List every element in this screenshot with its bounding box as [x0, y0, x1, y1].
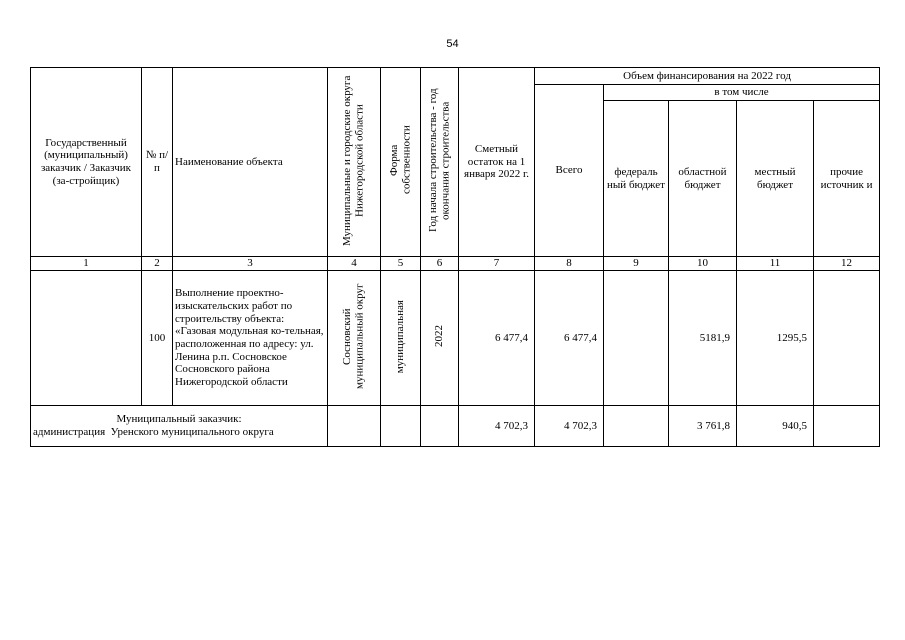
column-index: 2 [142, 257, 173, 271]
header-num: № п/п [142, 68, 173, 257]
header-years [421, 68, 459, 257]
header-municipality [328, 68, 381, 257]
summary-estimate: 4 702,3 [459, 406, 535, 447]
row-municipality [328, 271, 381, 406]
column-index: 6 [421, 257, 459, 271]
table-row [31, 271, 880, 406]
header-financing: Объем финансирования на 2022 год [535, 68, 880, 85]
summary-row [31, 406, 880, 447]
summary-line-2: администрация Уренского муниципального округа [33, 426, 274, 438]
header-federal: федераль ный бюджет [604, 101, 669, 257]
column-index: 9 [604, 257, 669, 271]
summary-federal [604, 406, 669, 447]
page-number: 54 [446, 38, 459, 50]
summary-other [814, 406, 880, 447]
column-index: 4 [328, 257, 381, 271]
row-municipality-text: Сосновский муниципальный округ [341, 283, 366, 389]
row-local: 1295,5 [737, 271, 814, 406]
column-index: 10 [669, 257, 737, 271]
row-other [814, 271, 880, 406]
column-index: 12 [814, 257, 880, 271]
column-index-row [31, 257, 880, 271]
column-index: 8 [535, 257, 604, 271]
row-object-name: Выполнение проектно-изыскательских работ по строительству объекта: «Газовая модульная ко-тельная, расположенная по адресу: ул. Ленина р.п. Сосновское Сосновского района Нижегородской области [173, 271, 328, 406]
row-ownership-text: муниципальная [394, 299, 407, 373]
row-total: 6 477,4 [535, 271, 604, 406]
header-estimate: Сметный остаток на 1 января 2022 г. [459, 68, 535, 257]
column-index: 7 [459, 257, 535, 271]
header-ownership-text: Форма собственности [387, 125, 413, 195]
header-local: местный бюджет [737, 101, 814, 257]
column-index: 1 [31, 257, 142, 271]
column-index: 5 [381, 257, 421, 271]
row-ownership [381, 271, 421, 406]
row-estimate: 6 477,4 [459, 271, 535, 406]
header-municipality-text: Муниципальные и городские округа Нижегородской области [341, 75, 366, 246]
row-num: 100 [142, 271, 173, 406]
header-other: прочие источник и [814, 101, 880, 257]
column-index: 3 [173, 257, 328, 271]
summary-local: 940,5 [737, 406, 814, 447]
summary-year [421, 406, 459, 447]
header-customer: Государственный (муниципальный) заказчик / Заказчик (за-стройщик) [31, 68, 142, 257]
header-object-name: Наименование объекта [173, 68, 328, 257]
row-year-text: 2022 [433, 325, 446, 348]
header-including: в том числе [604, 85, 880, 101]
summary-total: 4 702,3 [535, 406, 604, 447]
row-customer-cell [31, 271, 142, 406]
row-year [421, 271, 459, 406]
header-total: Всего [535, 85, 604, 257]
summary-customer [31, 406, 328, 447]
summary-ownership [381, 406, 421, 447]
summary-municipality [328, 406, 381, 447]
financing-table [30, 67, 880, 447]
summary-regional: 3 761,8 [669, 406, 737, 447]
summary-line-1: Муниципальный заказчик: [116, 413, 242, 426]
row-federal [604, 271, 669, 406]
header-regional: областной бюджет [669, 101, 737, 257]
header-ownership [381, 68, 421, 257]
row-regional: 5181,9 [669, 271, 737, 406]
header-row-1 [31, 68, 880, 85]
header-years-text: Год начала строительства - год окончания строительства [426, 88, 452, 232]
column-index: 11 [737, 257, 814, 271]
